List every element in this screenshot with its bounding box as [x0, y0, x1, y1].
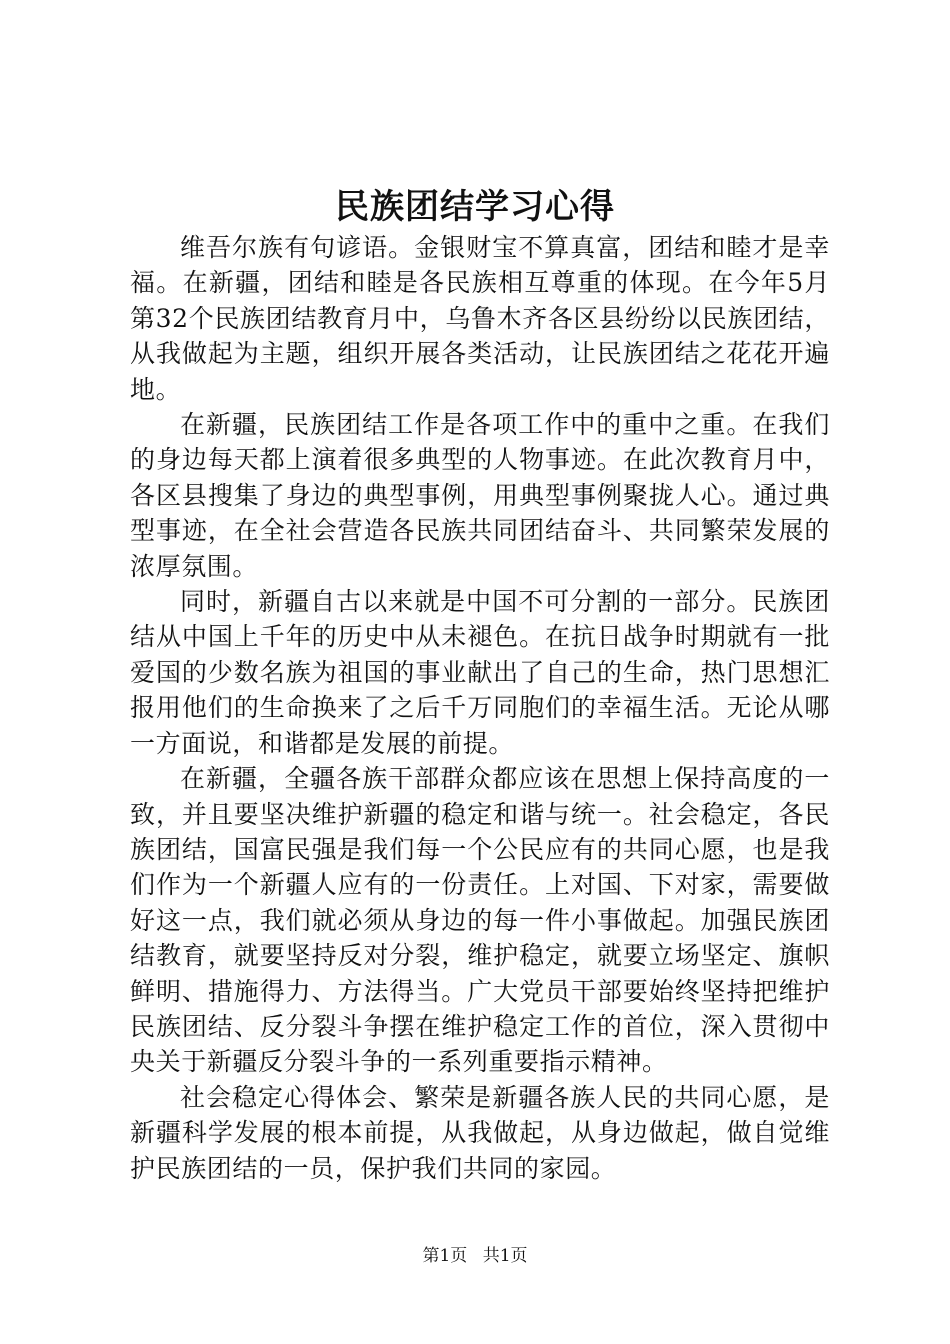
paragraph: 维吾尔族有句谚语。金银财宝不算真富，团结和睦才是幸福。在新疆，团结和睦是各民族相互尊重的体现。在今年5月第32个民族团结教育月中，乌鲁木齐各区县纷纷以民族团结，从我做起为主题，组织开展各类活动，让民族团结之花花开遍地。: [130, 233, 830, 404]
paragraph: 在新疆，民族团结工作是各项工作中的重中之重。在我们的身边每天都上演着很多典型的人物事迹。在此次教育月中，各区县搜集了身边的典型事例，用典型事例聚拢人心。通过典型事迹，在全社会营造各民族共同团结奋斗、共同繁荣发展的浓厚氛围。: [130, 410, 830, 581]
paragraph: 同时，新疆自古以来就是中国不可分割的一部分。民族团结从中国上千年的历史中从未褪色。在抗日战争时期就有一批爱国的少数名族为祖国的事业献出了自己的生命，热门思想汇报用他们的生命换来了之后千万同胞们的幸福生活。无论从哪一方面说，和谐都是发展的前提。: [130, 587, 830, 758]
document-body: [130, 230, 830, 1186]
page-number: 第1页: [422, 1246, 468, 1266]
paragraph: 社会稳定心得体会、繁荣是新疆各族人民的共同心愿，是新疆科学发展的根本前提，从我做起，从身边做起，做自觉维护民族团结的一员，保护我们共同的家园。: [130, 1082, 830, 1183]
page-total: 共1页: [482, 1246, 528, 1266]
paragraph: 在新疆，全疆各族干部群众都应该在思想上保持高度的一致，并且要坚决维护新疆的稳定和谐与统一。社会稳定，各民族团结，国富民强是我们每一个公民应有的共同心愿，也是我们作为一个新疆人应有的一份责任。上对国、下对家，需要做好这一点，我们就必须从身边的每一件小事做起。加强民族团结教育，就要坚持反对分裂，维护稳定，就要立场坚定、旗帜鲜明、措施得力、方法得当。广大党员干部要始终坚持把维护民族团结、反分裂斗争摆在维护稳定工作的首位，深入贯彻中央关于新疆反分裂斗争的一系列重要指示精神。: [130, 764, 830, 1077]
document-title: 民族团结学习心得: [335, 187, 615, 227]
page-footer: [0, 1244, 950, 1268]
